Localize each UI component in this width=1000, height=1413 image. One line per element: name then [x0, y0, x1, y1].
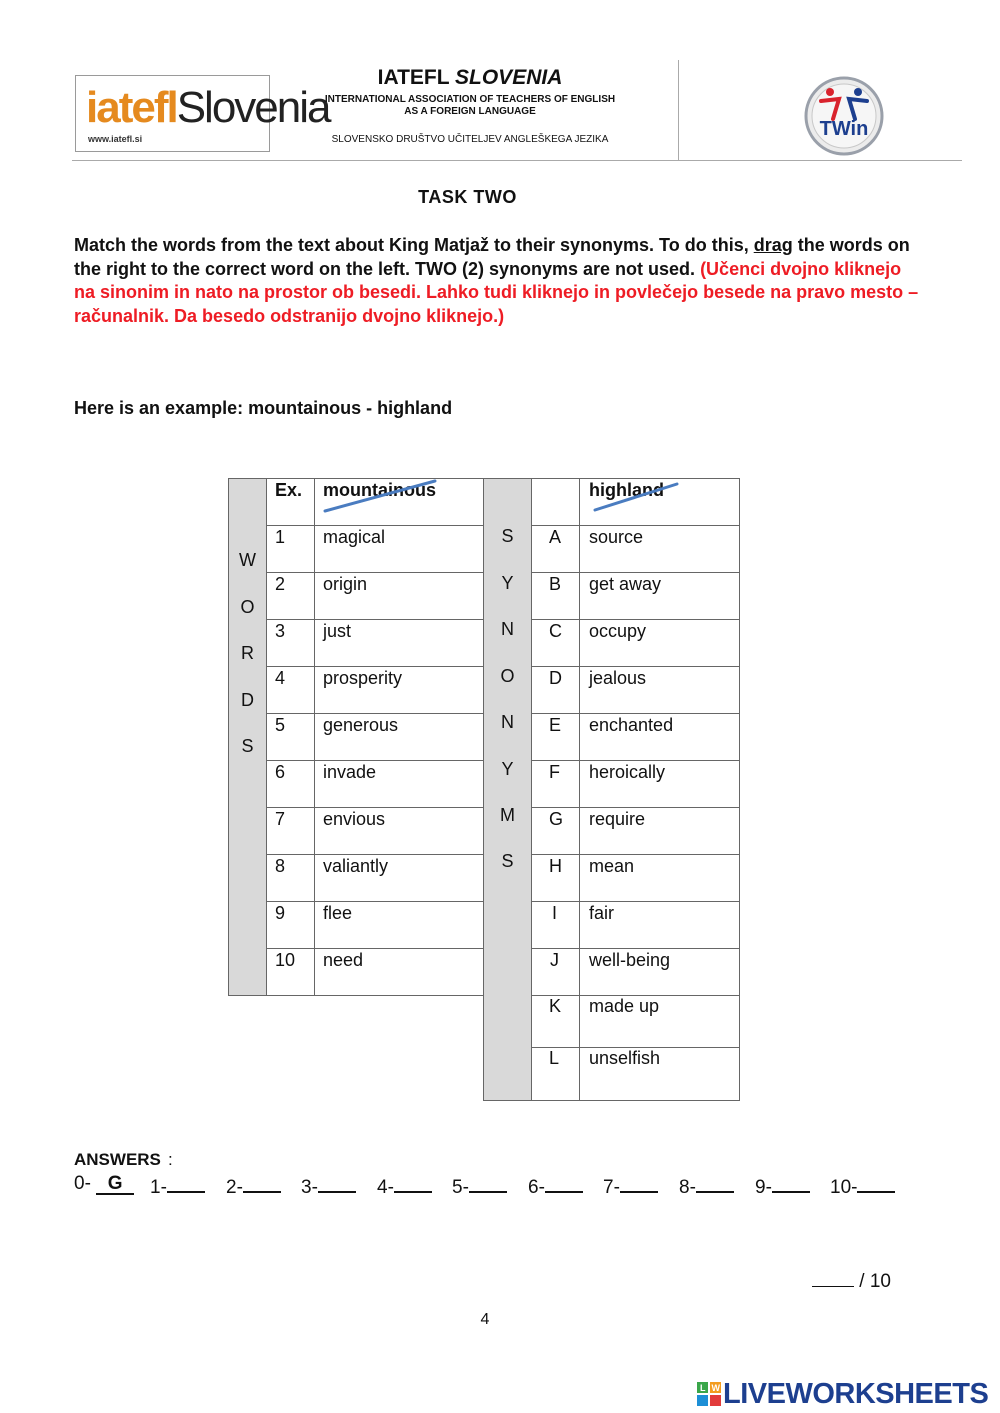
answer-item: 1-	[150, 1173, 205, 1199]
twin-logo	[803, 75, 885, 157]
word-drop-target[interactable]: prosperity	[323, 668, 403, 688]
liveworksheets-mark-icon	[697, 1382, 721, 1406]
words-table	[228, 478, 484, 996]
answer-blank[interactable]	[394, 1173, 432, 1193]
synonym-letter: A	[549, 527, 562, 547]
word-number: 1	[275, 527, 286, 547]
synonym-draggable[interactable]: jealous	[589, 668, 647, 688]
synonym-letter: I	[552, 903, 558, 923]
side-letter: O	[240, 597, 255, 617]
answer-blank[interactable]	[545, 1173, 583, 1193]
synonyms-table	[483, 478, 740, 1101]
side-letter: N	[501, 712, 514, 732]
svg-text:L: L	[700, 1383, 705, 1393]
synonym-draggable[interactable]: source	[589, 527, 644, 547]
example-line: Here is an example: mountainous - highland	[74, 398, 453, 418]
synonym-draggable[interactable]: well-being	[589, 950, 671, 970]
org-title: IATEFL SLOVENIA	[377, 66, 563, 89]
answer-item: 7-	[603, 1173, 658, 1199]
synonym-letter: J	[550, 950, 559, 970]
score-field: / 10	[812, 1268, 891, 1293]
side-letter: S	[241, 736, 254, 756]
org-subtitle-slovene: SLOVENSKO DRUŠTVO UČITELJEV ANGLEŠKEGA JEZIKA	[331, 134, 609, 145]
synonym-draggable[interactable]: made up	[589, 996, 660, 1016]
side-letter: W	[239, 550, 256, 570]
word-number: 2	[275, 574, 286, 594]
score-blank[interactable]	[812, 1268, 854, 1287]
answer-item: 2-	[226, 1173, 281, 1199]
answer-blank[interactable]	[243, 1173, 281, 1193]
synonym-letter: K	[549, 996, 562, 1016]
example-synonym: highland	[589, 480, 664, 500]
strike-through-mark	[320, 478, 450, 518]
logo-url: www.iatefl.si	[88, 134, 143, 144]
liveworksheets-logo: L W LIVEWORKSHEETS	[697, 1378, 988, 1411]
answer-blank[interactable]	[469, 1173, 507, 1193]
word-number: 5	[275, 715, 286, 735]
answer-item: 10-	[830, 1173, 895, 1199]
synonym-letter: C	[549, 621, 562, 641]
synonyms-side-column	[483, 478, 532, 1101]
synonym-draggable[interactable]: get away	[589, 574, 662, 594]
synonym-draggable[interactable]: mean	[589, 856, 635, 876]
header-rule	[72, 160, 962, 161]
synonym-letter: D	[549, 668, 562, 688]
word-drop-target[interactable]: need	[323, 950, 364, 970]
word-drop-target[interactable]: valiantly	[323, 856, 389, 876]
page-number: 4	[480, 1311, 490, 1328]
side-letter: R	[241, 643, 254, 663]
synonym-draggable[interactable]: occupy	[589, 621, 647, 641]
side-letter: N	[501, 619, 514, 639]
word-drop-target[interactable]: magical	[323, 527, 386, 547]
synonym-draggable[interactable]: require	[589, 809, 646, 829]
svg-text:W: W	[711, 1383, 720, 1393]
task-title: TASK TWO	[418, 187, 517, 207]
answer-blank[interactable]: G	[96, 1175, 134, 1195]
word-number: 8	[275, 856, 286, 876]
example-number: Ex.	[275, 480, 303, 500]
word-drop-target[interactable]: origin	[323, 574, 368, 594]
answer-item: 9-	[755, 1173, 810, 1199]
word-drop-target[interactable]: flee	[323, 903, 353, 923]
answers-label: ANSWERS	[74, 1150, 161, 1169]
answer-blank[interactable]	[772, 1173, 810, 1193]
answer-blank[interactable]	[857, 1173, 895, 1193]
strike-through-mark	[589, 478, 689, 518]
answer-item: 0- G	[74, 1173, 134, 1195]
synonym-letter: G	[549, 809, 564, 829]
synonym-letter: E	[549, 715, 562, 735]
answer-blank[interactable]	[318, 1173, 356, 1193]
answer-blank[interactable]	[167, 1173, 205, 1193]
side-letter: S	[501, 851, 514, 871]
answer-item: 6-	[528, 1173, 583, 1199]
example-word: mountainous	[323, 480, 436, 500]
side-letter: S	[501, 526, 514, 546]
synonym-letter: H	[549, 856, 562, 876]
org-subtitle: INTERNATIONAL ASSOCIATION OF TEACHERS OF ENGLISH AS A FOREIGN LANGUAGE	[324, 94, 616, 117]
answer-blank[interactable]	[620, 1173, 658, 1193]
answer-item: 4-	[377, 1173, 432, 1199]
instructions: Match the words from the text about King Matjaž to their synonyms. To do this, drag the words on the right to the correct word on the left. TWO (2) synonyms are not used. (Učenci dvojno kliknejo na sinonim in nato na prostor ob besedi. Lahko tudi kliknejo in povlečejo besede na pravo mesto – računalnik. Da besedo odstranijo dvojno kliknejo.)	[74, 235, 919, 326]
synonym-letter: F	[549, 762, 560, 782]
synonym-letter: L	[549, 1048, 560, 1068]
words-grid	[266, 478, 484, 996]
answers-colon: :	[168, 1150, 173, 1169]
word-number: 3	[275, 621, 286, 641]
synonym-letter: B	[549, 574, 562, 594]
answer-item: 5-	[452, 1173, 507, 1199]
answer-blank[interactable]	[696, 1173, 734, 1193]
logo-wordmark: iateflSlovenia	[86, 83, 330, 132]
word-drop-target[interactable]: invade	[323, 762, 377, 782]
header-divider	[678, 60, 679, 161]
word-drop-target[interactable]: envious	[323, 809, 386, 829]
word-number: 7	[275, 809, 286, 829]
synonym-draggable[interactable]: fair	[589, 903, 615, 923]
word-number: 10	[275, 950, 296, 970]
word-drop-target[interactable]: just	[323, 621, 352, 641]
side-letter: Y	[501, 573, 514, 593]
iatefl-logo	[75, 75, 330, 152]
synonym-draggable[interactable]: enchanted	[589, 715, 674, 735]
synonym-draggable[interactable]: unselfish	[589, 1048, 661, 1068]
words-side-column	[228, 478, 267, 996]
svg-text:TWin: TWin	[819, 118, 869, 140]
synonym-draggable[interactable]: heroically	[589, 762, 666, 782]
word-drop-target[interactable]: generous	[323, 715, 399, 735]
word-number: 4	[275, 668, 286, 688]
side-letter: D	[241, 690, 254, 710]
answer-item: 3-	[301, 1173, 356, 1199]
answer-item: 8-	[679, 1173, 734, 1199]
word-number: 6	[275, 762, 286, 782]
side-letter: M	[500, 805, 515, 825]
side-letter: O	[500, 666, 515, 686]
word-number: 9	[275, 903, 286, 923]
side-letter: Y	[501, 759, 514, 779]
